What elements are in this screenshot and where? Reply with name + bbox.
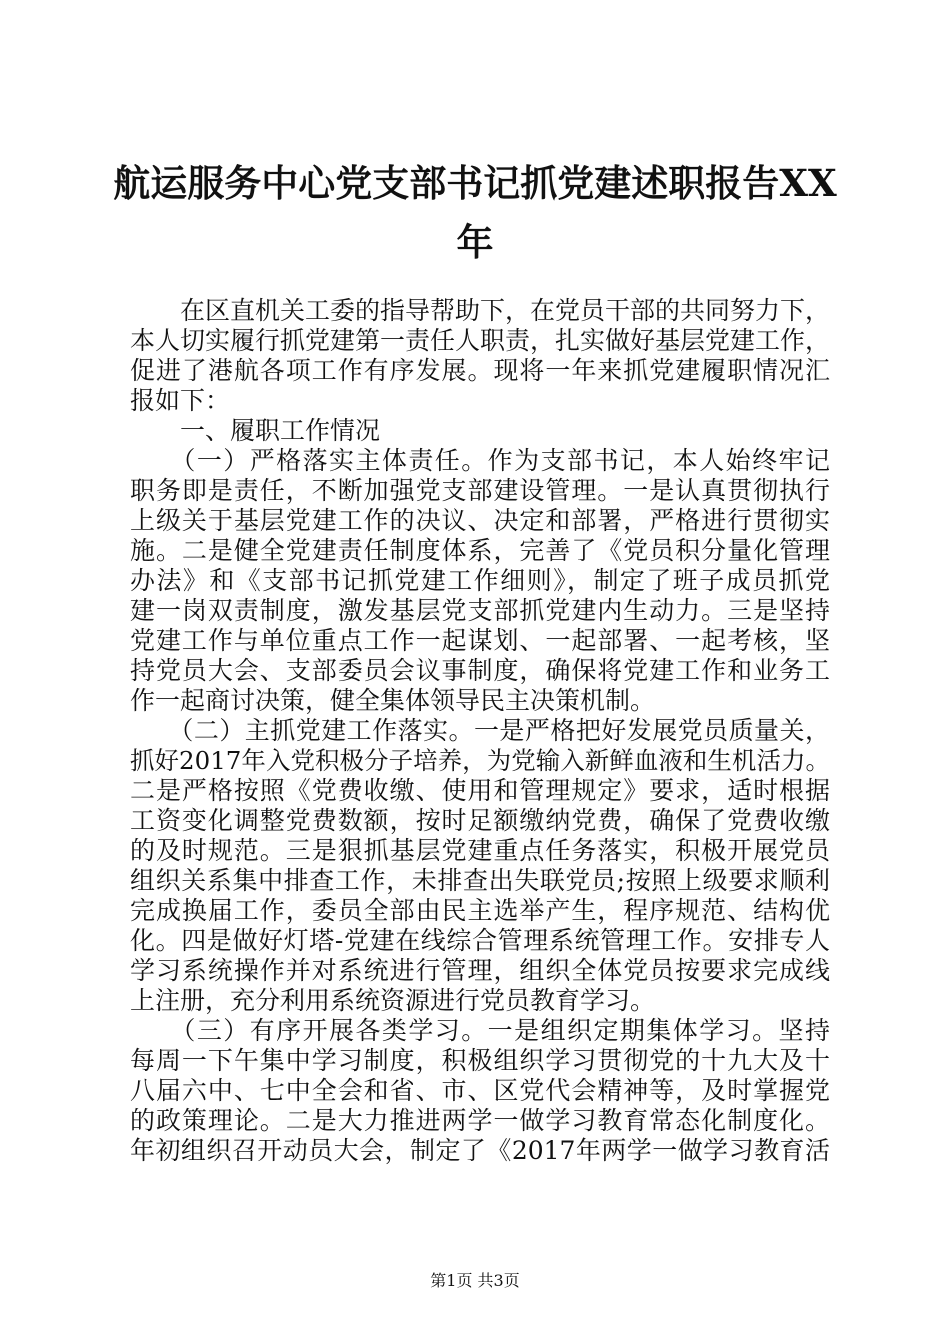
- body-line: 促进了港航各项工作有序发展。现将一年来抓党建履职情况汇: [130, 356, 830, 385]
- body-line: （一）严格落实主体责任。作为支部书记，本人始终牢记: [130, 446, 830, 475]
- body-line: 施。二是健全党建责任制度体系，完善了《党员积分量化管理: [130, 536, 830, 565]
- body-line: 职务即是责任，不断加强党支部建设管理。一是认真贯彻执行: [130, 476, 830, 505]
- body-line: 学习系统操作并对系统进行管理，组织全体党员按要求完成线: [130, 956, 830, 985]
- body-line: 年初组织召开动员大会，制定了《2017年两学一做学习教育活: [130, 1136, 830, 1165]
- body-line: 每周一下午集中学习制度，积极组织学习贯彻党的十九大及十: [130, 1046, 830, 1075]
- body-line: 抓好2017年入党积极分子培养，为党输入新鲜血液和生机活力。: [130, 746, 830, 775]
- document-body: [130, 296, 830, 1166]
- body-line: 的政策理论。二是大力推进两学一做学习教育常态化制度化。: [130, 1106, 830, 1135]
- body-line: 建一岗双责制度，激发基层党支部抓党建内生动力。三是坚持: [130, 596, 830, 625]
- body-line: （三）有序开展各类学习。一是组织定期集体学习。坚持: [130, 1016, 830, 1045]
- body-line: 在区直机关工委的指导帮助下，在党员干部的共同努力下，: [130, 296, 831, 325]
- body-line: 工资变化调整党费数额，按时足额缴纳党费，确保了党费收缴: [130, 806, 830, 835]
- body-line: （二）主抓党建工作落实。一是严格把好发展党员质量关，: [130, 716, 830, 745]
- body-line: 二是严格按照《党费收缴、使用和管理规定》要求，适时根据: [130, 776, 830, 805]
- body-line: 完成换届工作，委员全部由民主选举产生，程序规范、结构优: [130, 896, 830, 925]
- body-line: 八届六中、七中全会和省、市、区党代会精神等，及时掌握党: [130, 1076, 830, 1105]
- document-title-line-1: 航运服务中心党支部书记抓党建述职报告XX: [113, 161, 837, 205]
- document-title-line-2: 年: [456, 220, 494, 264]
- body-line: 党建工作与单位重点工作一起谋划、一起部署、一起考核，坚: [130, 626, 830, 655]
- body-line: 持党员大会、支部委员会议事制度，确保将党建工作和业务工: [130, 656, 830, 685]
- body-line: 本人切实履行抓党建第一责任人职责，扎实做好基层党建工作，: [130, 326, 831, 355]
- body-line: 上级关于基层党建工作的决议、决定和部署，严格进行贯彻实: [130, 506, 830, 535]
- body-line: 一、履职工作情况: [130, 416, 381, 445]
- body-line: 报如下：: [130, 386, 231, 415]
- page-footer: 第1页 共3页: [430, 1271, 520, 1290]
- body-line: 上注册，充分利用系统资源进行党员教育学习。: [130, 986, 656, 1015]
- body-line: 作一起商讨决策，健全集体领导民主决策机制。: [130, 686, 656, 715]
- body-line: 组织关系集中排查工作，未排查出失联党员;按照上级要求顺利: [130, 866, 830, 895]
- body-line: 办法》和《支部书记抓党建工作细则》，制定了班子成员抓党: [130, 566, 830, 595]
- body-line: 的及时规范。三是狠抓基层党建重点任务落实，积极开展党员: [130, 836, 830, 865]
- body-line: 化。四是做好灯塔-党建在线综合管理系统管理工作。安排专人: [130, 926, 830, 955]
